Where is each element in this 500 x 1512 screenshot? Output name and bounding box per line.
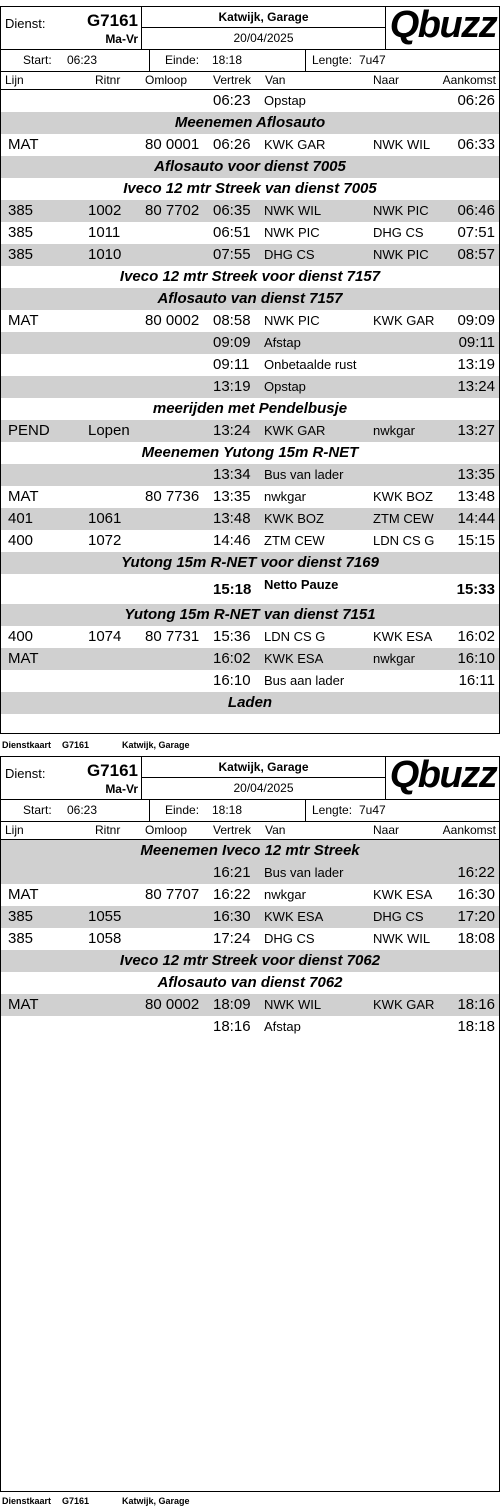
aankomst-cell: 07:51 bbox=[457, 224, 495, 241]
start-cell bbox=[1, 50, 150, 71]
naar-cell: KWK ESA bbox=[373, 887, 433, 902]
aankomst-cell: 18:08 bbox=[457, 930, 495, 947]
header-location: Katwijk, Garage bbox=[142, 7, 385, 28]
col-aankomst: Aankomst bbox=[442, 73, 496, 87]
schedule-row bbox=[1, 648, 499, 670]
vertrek-cell: 13:48 bbox=[213, 510, 251, 527]
van-cell: Afstap bbox=[264, 335, 301, 350]
vertrek-cell: 13:19 bbox=[213, 378, 251, 395]
schedule-row bbox=[1, 200, 499, 222]
schedule-row bbox=[1, 1016, 499, 1038]
aankomst-cell: 17:20 bbox=[457, 908, 495, 925]
ritnr-cell: 1055 bbox=[88, 908, 122, 925]
schedule-row bbox=[1, 354, 499, 376]
aankomst-cell: 13:24 bbox=[457, 378, 495, 395]
header bbox=[1, 4, 499, 50]
col-lijn: Lijn bbox=[5, 823, 24, 837]
omloop-cell: 80 0002 bbox=[145, 312, 200, 329]
start-value: 06:23 bbox=[67, 803, 98, 817]
schedule-row bbox=[1, 906, 499, 928]
times-row bbox=[1, 800, 499, 822]
lijn-cell: 400 bbox=[8, 532, 34, 549]
footer-label: Dienstkaart bbox=[2, 1496, 52, 1506]
omloop-cell: 80 7731 bbox=[145, 628, 200, 645]
omloop-cell: 80 7702 bbox=[145, 202, 200, 219]
col-van: Van bbox=[265, 73, 286, 87]
vertrek-cell: 06:26 bbox=[213, 136, 251, 153]
dienstkaart-page-1 bbox=[0, 6, 500, 734]
schedule-row bbox=[1, 464, 499, 486]
vertrek-cell: 09:11 bbox=[213, 356, 250, 373]
aankomst-cell: 18:16 bbox=[457, 996, 495, 1013]
naar-cell: KWK GAR bbox=[373, 313, 435, 328]
schedule-row bbox=[1, 420, 499, 442]
section-heading: Iveco 12 mtr Streek voor dienst 7062 bbox=[1, 950, 499, 972]
dienst-box bbox=[1, 7, 142, 49]
van-cell: Opstap bbox=[264, 93, 306, 108]
length-label: Lengte: bbox=[312, 803, 353, 817]
col-ritnr: Ritnr bbox=[95, 823, 121, 837]
aankomst-cell: 06:46 bbox=[457, 202, 495, 219]
lijn-cell: MAT bbox=[8, 886, 39, 903]
van-cell: LDN CS G bbox=[264, 629, 326, 644]
dienst-code: G7161 bbox=[86, 761, 138, 780]
vertrek-cell: 15:36 bbox=[213, 628, 251, 645]
schedule-row bbox=[1, 884, 499, 906]
ritnr-cell: 1002 bbox=[88, 202, 122, 219]
start-label: Start: bbox=[23, 53, 52, 67]
omloop-cell: 80 7736 bbox=[145, 488, 200, 505]
aankomst-cell: 16:02 bbox=[457, 628, 495, 645]
ritnr-cell: 1061 bbox=[88, 510, 122, 527]
section-heading: Iveco 12 mtr Streek van dienst 7005 bbox=[123, 180, 377, 197]
schedule-row bbox=[1, 862, 499, 884]
van-cell: DHG CS bbox=[264, 931, 315, 946]
column-header bbox=[1, 72, 499, 90]
vertrek-cell: 16:21 bbox=[213, 864, 251, 881]
van-cell: KWK ESA bbox=[264, 651, 324, 666]
lijn-cell: MAT bbox=[8, 136, 39, 153]
naar-cell: DHG CS bbox=[373, 909, 424, 924]
dienstkaart-page-2 bbox=[0, 756, 500, 1492]
footer-label: Dienstkaart bbox=[2, 740, 52, 750]
dienst-days: Ma-Vr bbox=[105, 32, 138, 46]
vertrek-cell: 15:18 bbox=[213, 581, 252, 598]
ritnr-cell: 1010 bbox=[88, 246, 122, 263]
van-cell: KWK GAR bbox=[264, 137, 326, 152]
ritnr-cell: Lopen bbox=[88, 422, 130, 439]
ritnr-cell: 1074 bbox=[88, 628, 122, 645]
header-location-box bbox=[142, 7, 386, 49]
column-header bbox=[1, 822, 499, 840]
section-heading: Yutong 15m R-NET van dienst 7151 bbox=[1, 604, 499, 626]
length-cell bbox=[306, 50, 499, 71]
vertrek-cell: 16:02 bbox=[213, 650, 251, 667]
ritnr-cell: 1072 bbox=[88, 532, 122, 549]
section-heading: Laden bbox=[1, 692, 499, 714]
col-van: Van bbox=[265, 823, 286, 837]
schedule-row bbox=[1, 244, 499, 266]
vertrek-cell: 14:46 bbox=[213, 532, 251, 549]
vertrek-cell: 18:16 bbox=[213, 1018, 251, 1035]
section-heading: Meenemen Aflosauto bbox=[1, 112, 499, 134]
footer-code: G7161 bbox=[62, 740, 90, 750]
naar-cell: NWK PIC bbox=[373, 203, 429, 218]
naar-cell: ZTM CEW bbox=[373, 511, 434, 526]
lijn-cell: 385 bbox=[8, 224, 34, 241]
qbuzz-logo: Qbuzz bbox=[389, 754, 497, 796]
vertrek-cell: 09:09 bbox=[213, 334, 251, 351]
van-cell: ZTM CEW bbox=[264, 533, 325, 548]
aankomst-cell: 08:57 bbox=[457, 246, 495, 263]
vertrek-cell: 16:10 bbox=[213, 672, 251, 689]
aankomst-cell: 06:33 bbox=[457, 136, 495, 153]
aankomst-cell: 16:11 bbox=[458, 672, 495, 689]
van-cell: NWK WIL bbox=[264, 997, 322, 1012]
van-cell: NWK PIC bbox=[264, 313, 320, 328]
end-cell bbox=[150, 800, 306, 821]
aankomst-cell: 09:09 bbox=[457, 312, 495, 329]
header-date: 20/04/2025 bbox=[233, 781, 294, 795]
van-cell: DHG CS bbox=[264, 247, 315, 262]
header-location-box bbox=[142, 757, 386, 799]
van-cell: Bus van lader bbox=[264, 467, 344, 482]
times-row bbox=[1, 50, 499, 72]
footer-location: Katwijk, Garage bbox=[122, 740, 190, 750]
vertrek-cell: 16:30 bbox=[213, 908, 251, 925]
end-cell bbox=[150, 50, 306, 71]
ritnr-cell: 1011 bbox=[88, 224, 121, 241]
aankomst-cell: 16:22 bbox=[457, 864, 495, 881]
section-heading: meerijden met Pendelbusje bbox=[152, 400, 348, 417]
dienst-code: G7161 bbox=[86, 11, 138, 30]
naar-cell: KWK BOZ bbox=[373, 489, 433, 504]
aankomst-cell: 13:27 bbox=[457, 422, 495, 439]
vertrek-cell: 08:58 bbox=[213, 312, 251, 329]
section-heading: Meenemen Iveco 12 mtr Streek bbox=[1, 840, 499, 862]
lijn-cell: 401 bbox=[8, 510, 34, 527]
naar-cell: nwkgar bbox=[373, 423, 415, 438]
aankomst-cell: 13:35 bbox=[457, 466, 495, 483]
van-cell: Afstap bbox=[264, 1019, 301, 1034]
schedule-row bbox=[1, 574, 499, 604]
lijn-cell: MAT bbox=[8, 488, 39, 505]
end-label: Einde: bbox=[165, 803, 200, 817]
length-cell bbox=[306, 800, 499, 821]
naar-cell: DHG CS bbox=[373, 225, 424, 240]
naar-cell: KWK GAR bbox=[373, 997, 435, 1012]
aankomst-cell: 09:11 bbox=[458, 334, 495, 351]
schedule-row bbox=[1, 530, 499, 552]
schedule-row bbox=[1, 486, 499, 508]
van-cell: KWK ESA bbox=[264, 909, 324, 924]
aankomst-cell: 06:26 bbox=[457, 92, 495, 109]
van-cell: nwkgar bbox=[264, 887, 306, 902]
lijn-cell: 385 bbox=[8, 908, 34, 925]
schedule-row bbox=[1, 332, 499, 354]
van-cell: Netto Pauze bbox=[264, 577, 339, 592]
col-vertrek: Vertrek bbox=[213, 823, 252, 837]
vertrek-cell: 06:51 bbox=[213, 224, 251, 241]
vertrek-cell: 06:35 bbox=[213, 202, 251, 219]
dienst-label: Dienst: bbox=[5, 16, 46, 31]
naar-cell: nwkgar bbox=[373, 651, 415, 666]
col-lijn: Lijn bbox=[5, 73, 24, 87]
vertrek-cell: 06:23 bbox=[213, 92, 251, 109]
aankomst-cell: 16:10 bbox=[457, 650, 495, 667]
schedule-row bbox=[1, 310, 499, 332]
header-location: Katwijk, Garage bbox=[142, 757, 385, 778]
col-ritnr: Ritnr bbox=[95, 73, 121, 87]
section-heading: Aflosauto voor dienst 7005 bbox=[1, 156, 499, 178]
section-heading: Yutong 15m R-NET voor dienst 7169 bbox=[1, 552, 499, 574]
schedule-row bbox=[1, 222, 499, 244]
footer-code: G7161 bbox=[62, 1496, 90, 1506]
omloop-cell: 80 0002 bbox=[145, 996, 200, 1013]
van-cell: NWK WIL bbox=[264, 203, 322, 218]
lijn-cell: MAT bbox=[8, 312, 39, 329]
length-label: Lengte: bbox=[312, 53, 353, 67]
schedule-row bbox=[1, 626, 499, 648]
section-heading: Meenemen Yutong 15m R-NET bbox=[141, 444, 359, 461]
van-cell: Bus van lader bbox=[264, 865, 344, 880]
van-cell: KWK BOZ bbox=[264, 511, 324, 526]
omloop-cell: 80 0001 bbox=[145, 136, 200, 153]
schedule-list bbox=[1, 90, 499, 714]
end-value: 18:18 bbox=[212, 53, 243, 67]
vertrek-cell: 13:24 bbox=[213, 422, 251, 439]
vertrek-cell: 07:55 bbox=[213, 246, 251, 263]
col-vertrek: Vertrek bbox=[213, 73, 252, 87]
dienst-box bbox=[1, 757, 142, 799]
van-cell: KWK GAR bbox=[264, 423, 326, 438]
end-label: Einde: bbox=[165, 53, 200, 67]
header-date: 20/04/2025 bbox=[233, 31, 294, 45]
aankomst-cell: 15:15 bbox=[457, 532, 495, 549]
lijn-cell: MAT bbox=[8, 650, 39, 667]
section-heading: Aflosauto van dienst 7062 bbox=[157, 974, 343, 991]
schedule-row bbox=[1, 928, 499, 950]
lijn-cell: 385 bbox=[8, 246, 34, 263]
length-value: 7u47 bbox=[359, 803, 386, 817]
vertrek-cell: 16:22 bbox=[213, 886, 251, 903]
section-heading: Aflosauto van dienst 7157 bbox=[1, 288, 499, 310]
col-naar: Naar bbox=[373, 823, 400, 837]
lijn-cell: MAT bbox=[8, 996, 39, 1013]
vertrek-cell: 13:35 bbox=[213, 488, 251, 505]
start-value: 06:23 bbox=[67, 53, 98, 67]
aankomst-cell: 18:18 bbox=[457, 1018, 495, 1035]
naar-cell: NWK WIL bbox=[373, 931, 431, 946]
naar-cell: NWK WIL bbox=[373, 137, 431, 152]
van-cell: NWK PIC bbox=[264, 225, 320, 240]
van-cell: Bus aan lader bbox=[264, 673, 345, 688]
qbuzz-logo: Qbuzz bbox=[389, 4, 497, 46]
vertrek-cell: 13:34 bbox=[213, 466, 251, 483]
header bbox=[1, 754, 499, 800]
van-cell: Onbetaalde rust bbox=[264, 357, 357, 372]
aankomst-cell: 14:44 bbox=[457, 510, 495, 527]
schedule-row bbox=[1, 508, 499, 530]
schedule-list bbox=[1, 840, 499, 1038]
col-naar: Naar bbox=[373, 73, 400, 87]
lijn-cell: 385 bbox=[8, 202, 34, 219]
lijn-cell: 400 bbox=[8, 628, 34, 645]
start-cell bbox=[1, 800, 150, 821]
schedule-row bbox=[1, 376, 499, 398]
footer-location: Katwijk, Garage bbox=[122, 1496, 190, 1506]
aankomst-cell: 13:48 bbox=[457, 488, 495, 505]
aankomst-cell: 15:33 bbox=[456, 581, 495, 598]
dienst-days: Ma-Vr bbox=[105, 782, 138, 796]
naar-cell: LDN CS G bbox=[373, 533, 435, 548]
ritnr-cell: 1058 bbox=[88, 930, 122, 947]
end-value: 18:18 bbox=[212, 803, 243, 817]
aankomst-cell: 16:30 bbox=[457, 886, 495, 903]
naar-cell: NWK PIC bbox=[373, 247, 429, 262]
length-value: 7u47 bbox=[359, 53, 386, 67]
schedule-row bbox=[1, 90, 499, 112]
dienst-label: Dienst: bbox=[5, 766, 46, 781]
col-omloop: Omloop bbox=[145, 823, 188, 837]
section-heading: Iveco 12 mtr Streek voor dienst 7157 bbox=[119, 268, 381, 285]
col-aankomst: Aankomst bbox=[442, 823, 496, 837]
lijn-cell: PEND bbox=[8, 422, 50, 439]
van-cell: Opstap bbox=[264, 379, 306, 394]
col-omloop: Omloop bbox=[145, 73, 188, 87]
van-cell: nwkgar bbox=[264, 489, 306, 504]
omloop-cell: 80 7707 bbox=[145, 886, 200, 903]
start-label: Start: bbox=[23, 803, 52, 817]
lijn-cell: 385 bbox=[8, 930, 34, 947]
vertrek-cell: 17:24 bbox=[213, 930, 251, 947]
schedule-row bbox=[1, 994, 499, 1016]
schedule-row bbox=[1, 134, 499, 156]
vertrek-cell: 18:09 bbox=[213, 996, 251, 1013]
schedule-row bbox=[1, 670, 499, 692]
naar-cell: KWK ESA bbox=[373, 629, 433, 644]
aankomst-cell: 13:19 bbox=[457, 356, 495, 373]
